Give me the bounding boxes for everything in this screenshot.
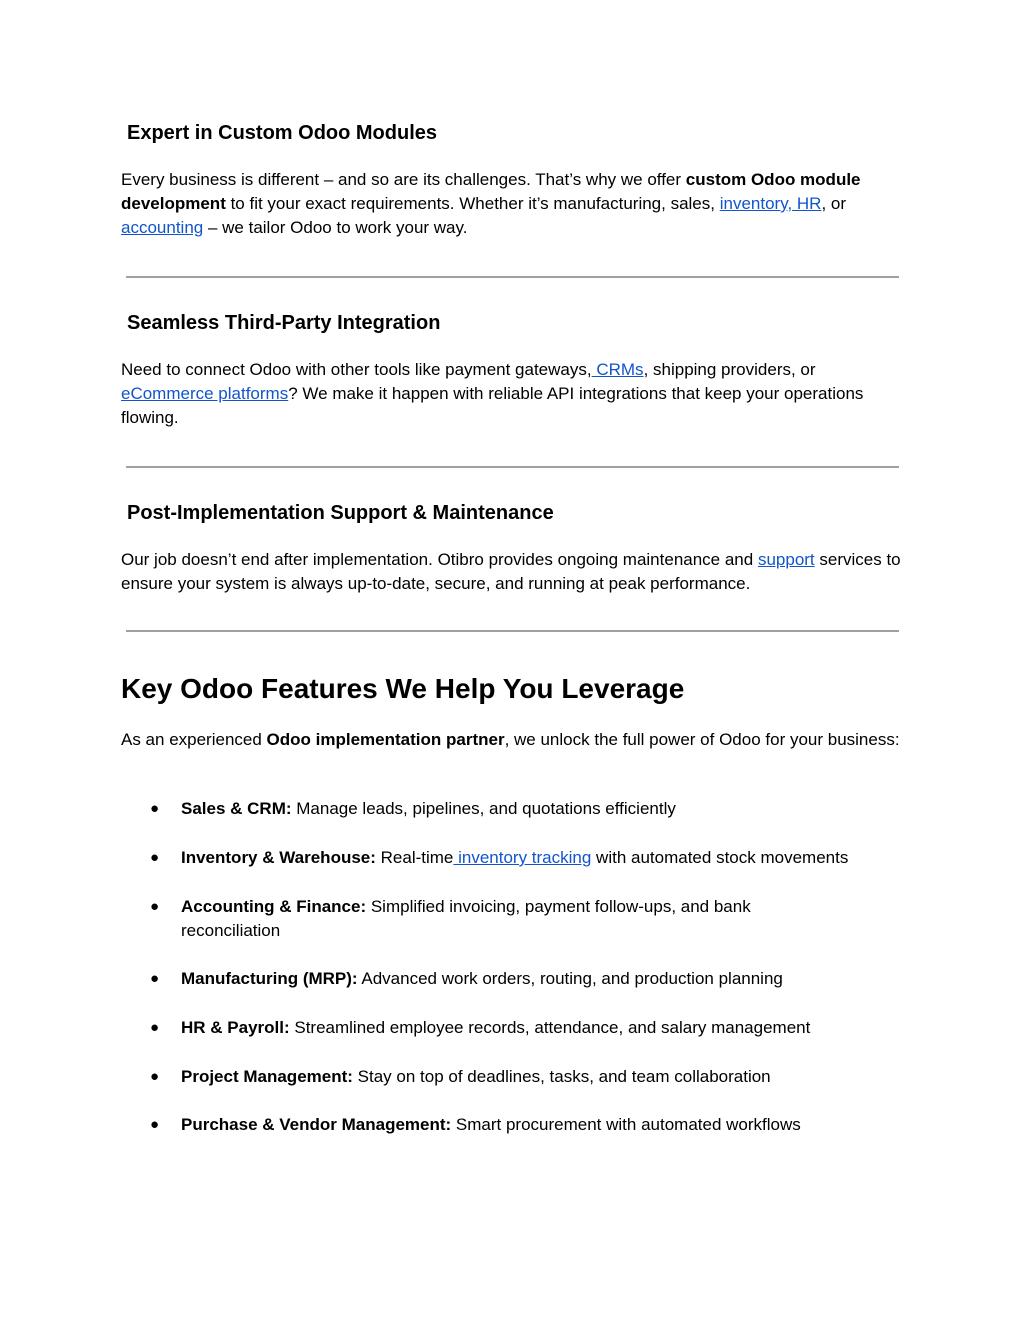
list-item-text — [181, 1016, 906, 1040]
list-item-text — [181, 1113, 906, 1137]
bullet-icon: ● — [150, 1019, 160, 1036]
link-ecommerce-platforms[interactable]: eCommerce platforms — [121, 384, 289, 403]
item-description: Manage leads, pipelines, and quotations efficiently — [291, 799, 676, 818]
features-heading: Key Odoo Features We Help You Leverage — [121, 673, 685, 704]
item-description: Real-time — [375, 848, 454, 867]
paragraph-text: Need to connect Odoo with other tools like payment gateways, — [121, 360, 592, 379]
bullet-icon: ● — [150, 970, 160, 987]
item-label: Project Management: — [181, 1067, 353, 1086]
bullet-icon: ● — [150, 898, 160, 915]
bullet-icon: ● — [150, 1068, 160, 1085]
item-description: Streamlined employee records, attendance, and salary management — [289, 1018, 811, 1037]
paragraph-text: , shipping providers, or — [643, 360, 816, 379]
item-label: HR & Payroll: — [181, 1018, 290, 1037]
list-item-text — [181, 967, 906, 991]
paragraph-text: ? We make it happen with reliable API integrations that keep your operations flowing. — [121, 384, 864, 427]
bullet-icon: ● — [150, 849, 160, 866]
paragraph-text: Every business is different – and so are its challenges. That’s why we offer — [121, 170, 686, 189]
paragraph-text: services to ensure your system is always up-to-date, secure, and running at peak performance. — [121, 550, 901, 593]
link-hr[interactable]: , HR — [787, 194, 822, 213]
item-label: Accounting & Finance: — [181, 897, 367, 916]
list-item-text — [181, 895, 821, 943]
section-paragraph-integration — [121, 358, 911, 430]
item-description: Simplified invoicing, payment follow-ups, and bank reconciliation — [181, 897, 751, 940]
bullet-icon: ● — [150, 1116, 160, 1133]
list-item-text — [181, 846, 916, 870]
item-label: Inventory & Warehouse: — [181, 848, 376, 867]
link-accounting[interactable]: accounting — [121, 218, 204, 237]
item-description: Advanced work orders, routing, and production planning — [357, 969, 783, 988]
section-paragraph-custom-modules — [121, 168, 911, 240]
intro-bold-text: Odoo implementation partner — [266, 730, 505, 749]
link-crms[interactable]: CRMs — [591, 360, 644, 379]
features-intro — [121, 728, 911, 752]
item-label: Sales & CRM: — [181, 799, 292, 818]
section-heading-custom-modules: Expert in Custom Odoo Modules — [127, 122, 438, 144]
item-label: Manufacturing (MRP): — [181, 969, 358, 988]
paragraph-text: to fit your exact requirements. Whether it’s manufacturing, sales, — [225, 194, 720, 213]
item-description: with automated stock movements — [591, 848, 849, 867]
list-item-text — [181, 797, 906, 821]
paragraph-bold-text: custom Odoo module development — [121, 170, 861, 213]
link-inventory-tracking[interactable]: inventory tracking — [453, 848, 592, 867]
section-paragraph-support — [121, 548, 911, 596]
section-heading-integration: Seamless Third-Party Integration — [127, 312, 441, 334]
item-description: Smart procurement with automated workflows — [451, 1115, 801, 1134]
bullet-icon: ● — [150, 800, 160, 817]
section-heading-support: Post-Implementation Support & Maintenance — [127, 502, 554, 524]
item-label: Purchase & Vendor Management: — [181, 1115, 452, 1134]
item-description: Stay on top of deadlines, tasks, and team collaboration — [352, 1067, 771, 1086]
list-item-text — [181, 1065, 906, 1089]
divider — [126, 276, 899, 278]
intro-text: As an experienced — [121, 730, 267, 749]
intro-text: , we unlock the full power of Odoo for your business: — [504, 730, 900, 749]
paragraph-text: , or — [821, 194, 846, 213]
paragraph-text: – we tailor Odoo to work your way. — [203, 218, 468, 237]
divider — [126, 466, 899, 468]
divider — [126, 630, 899, 632]
link-inventory[interactable]: inventory — [719, 194, 788, 213]
paragraph-text: Our job doesn’t end after implementation. Otibro provides ongoing maintenance and — [121, 550, 758, 569]
link-support[interactable]: support — [757, 550, 815, 569]
